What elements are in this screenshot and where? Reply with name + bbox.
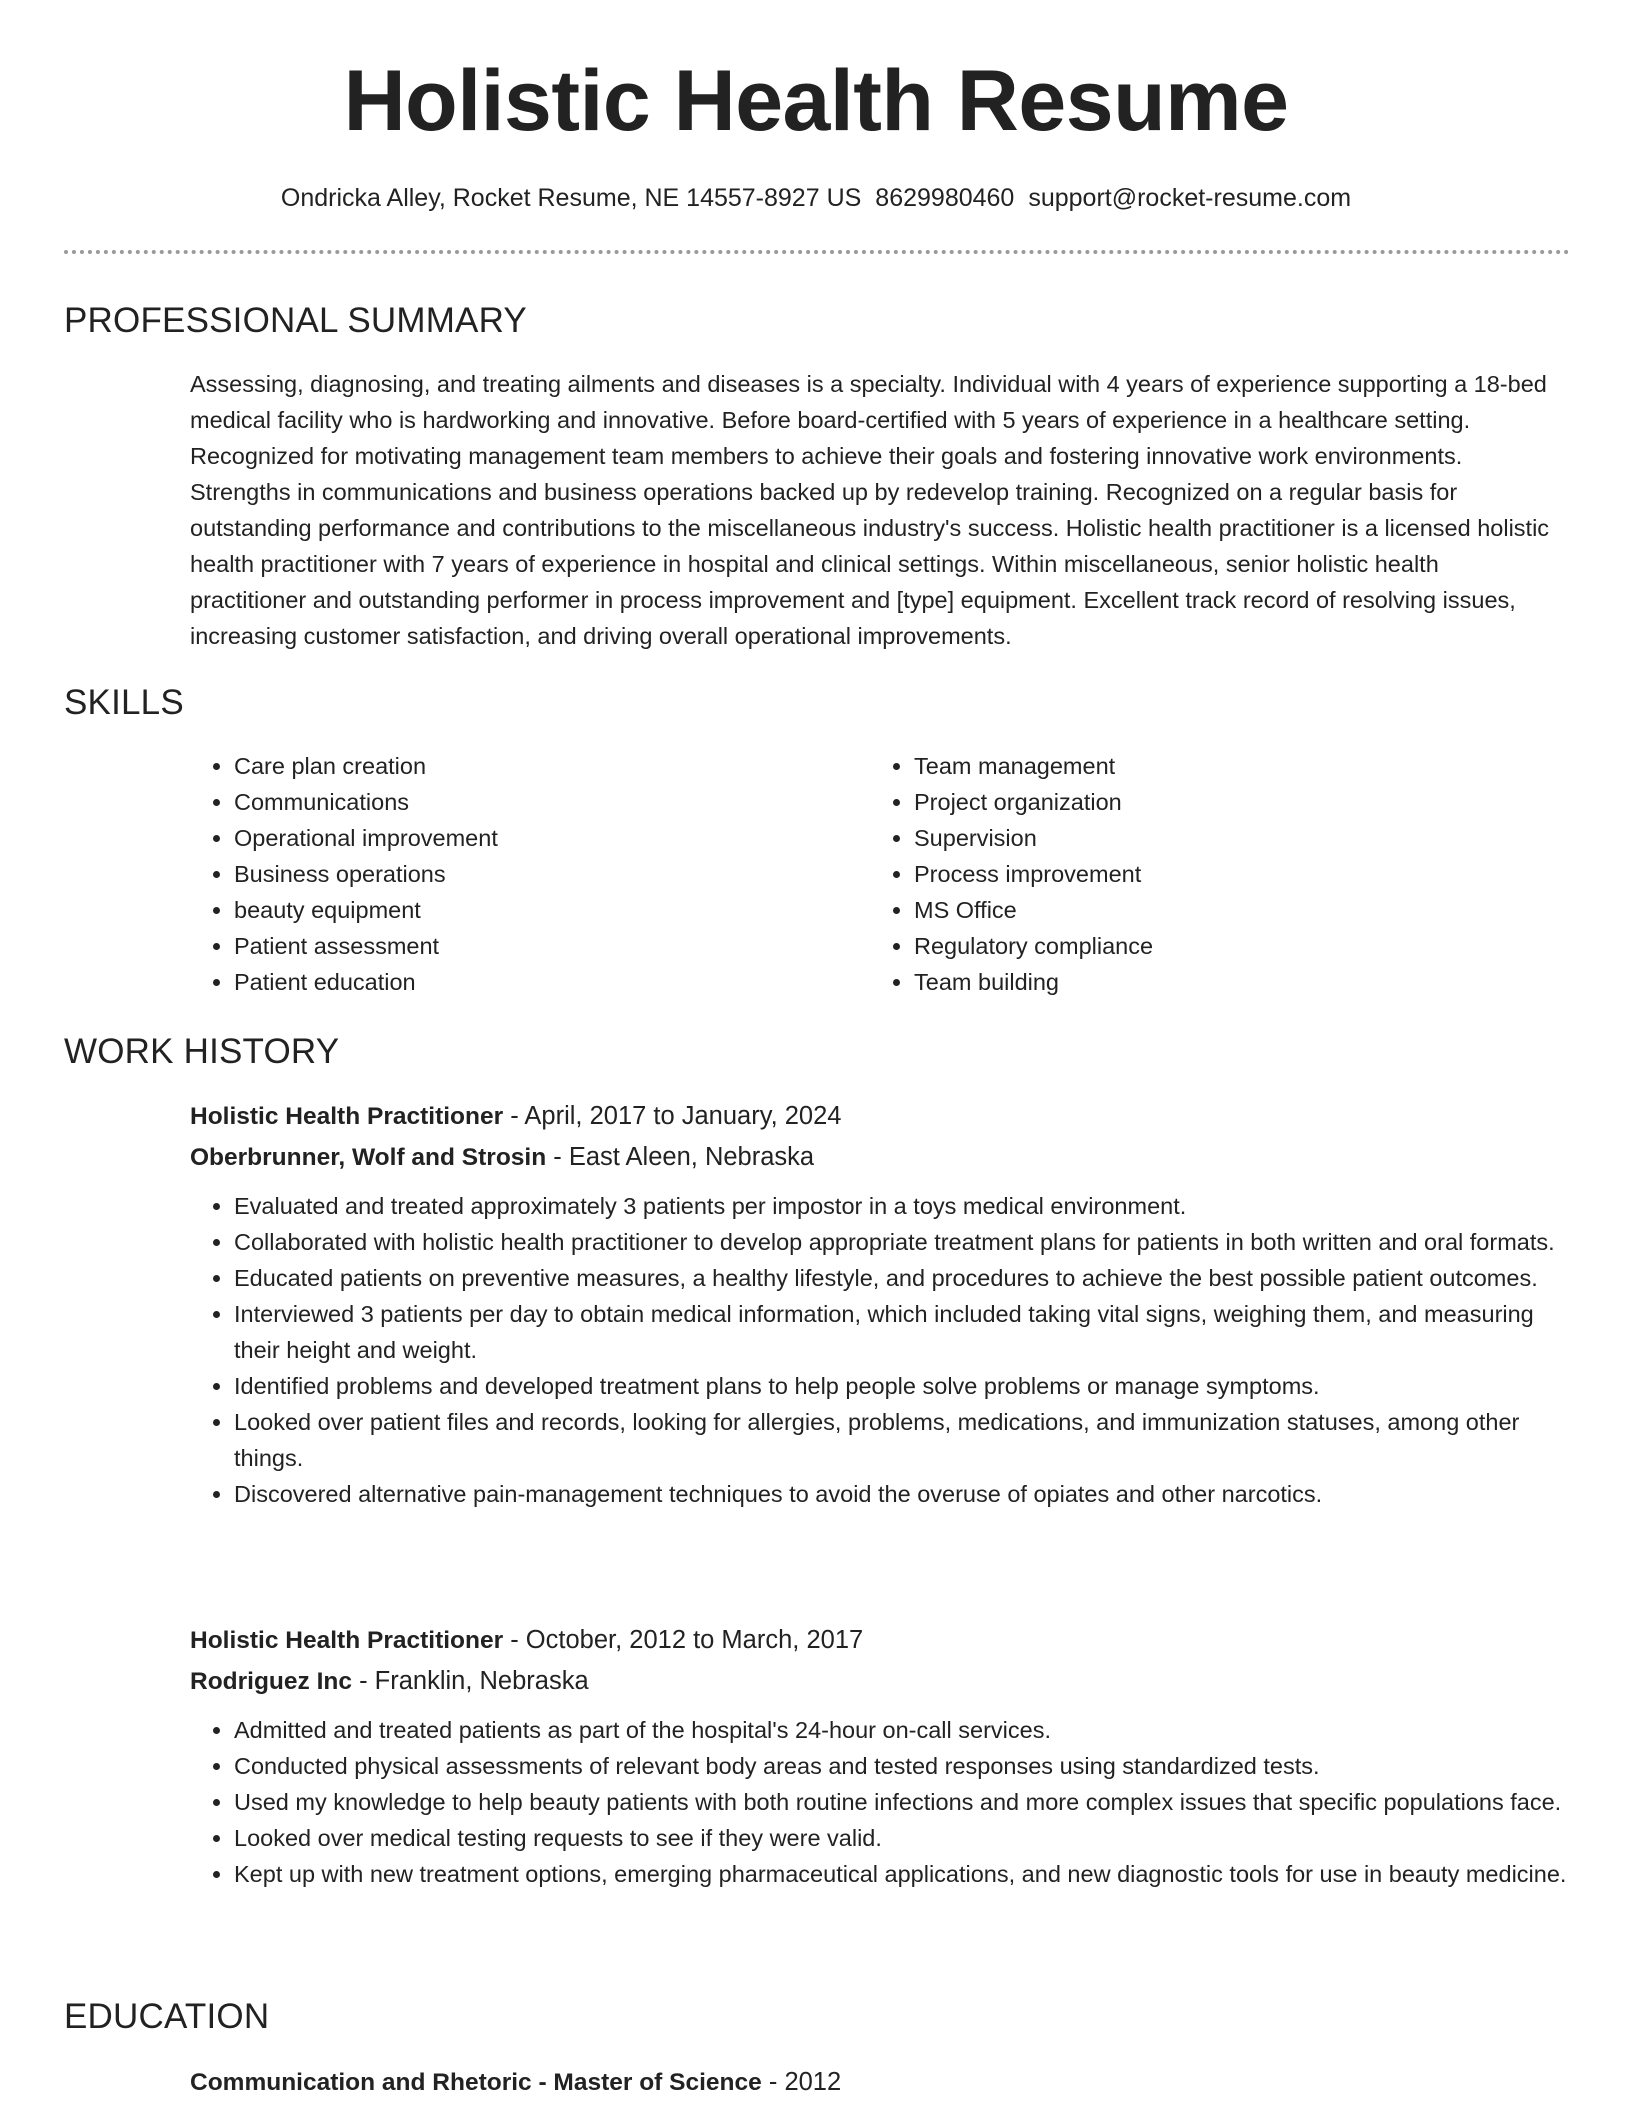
skill-item: • Supervision <box>914 820 1550 856</box>
job-bullet: • Looked over patient files and records, looking for allergies, problems, medications, and immunization statuses, among other things. <box>234 1404 1570 1476</box>
job-bullet: • Evaluated and treated approximately 3 patients per impostor in a toys medical environment. <box>234 1188 1570 1224</box>
job-bullet: • Interviewed 3 patients per day to obtain medical information, which included taking vital signs, weighing them, and measuring their height and weight. <box>234 1296 1570 1368</box>
job-company: Oberbrunner, Wolf and Strosin <box>190 1144 547 1171</box>
job-dates: - October, 2012 to March, 2017 <box>503 1626 864 1654</box>
skill-item: • Operational improvement <box>234 820 870 856</box>
job-bullet: • Used my knowledge to help beauty patients with both routine infections and more complex issues that specific populations face. <box>234 1784 1570 1820</box>
skill-item: • Process improvement <box>914 856 1550 892</box>
job-bullet: • Kept up with new treatment options, emerging pharmaceutical applications, and new diagnostic tools for use in beauty medicine. <box>234 1856 1570 1892</box>
skills-column-left <box>190 748 870 1000</box>
education-degree: Communication and Rhetoric - Master of Science <box>190 2069 762 2096</box>
job-bullets <box>190 1712 1570 1892</box>
job-company: Rodriguez Inc <box>190 1668 352 1695</box>
job-bullet: • Looked over medical testing requests to see if they were valid. <box>234 1820 1570 1856</box>
header-divider <box>64 250 1570 254</box>
section-title-work-history: WORK HISTORY <box>64 1032 340 1071</box>
job-bullet: • Educated patients on preventive measures, a healthy lifestyle, and procedures to achieve the best possible patient outcomes. <box>234 1260 1570 1296</box>
skill-item: • Business operations <box>234 856 870 892</box>
contact-address: Ondricka Alley, Rocket Resume, NE 14557-8927 US <box>280 184 862 212</box>
education-degree-line <box>190 2062 1570 2103</box>
job-role: Holistic Health Practitioner <box>190 1103 504 1130</box>
job-company-line <box>190 1137 1570 1178</box>
job-title-line <box>190 1620 1570 1661</box>
contact-email: support@rocket-resume.com <box>1028 184 1352 212</box>
job-bullet: • Admitted and treated patients as part of the hospital's 24-hour on-call services. <box>234 1712 1570 1748</box>
summary-text: Assessing, diagnosing, and treating ailments and diseases is a specialty. Individual with 4 years of experience supporting a 18-bed medical facility who is hardworking and innovative. Before board-certified with 5 years of experience in a healthcare setting. Recognized for motivating management team members to achieve their goals and fostering innovative work environments. Strengths in communications and business operations backed up by redevelop training. Recognized on a regular basis for outstanding performance and contributions to the miscellaneous industry's success. Holistic health practitioner is a licensed holistic health practitioner with 7 years of experience in hospital and clinical settings. Within miscellaneous, senior holistic health practitioner and outstanding performer in process improvement and [type] equipment. Excellent track record of resolving issues, increasing customer satisfaction, and driving overall operational improvements. <box>190 371 1550 649</box>
skill-item: • MS Office <box>914 892 1550 928</box>
job-location: - East Aleen, Nebraska <box>546 1143 815 1171</box>
skills-column-right <box>870 748 1550 1000</box>
skill-item: • Team building <box>914 964 1550 1000</box>
education-year: - 2012 <box>761 2068 842 2096</box>
skill-item: • Communications <box>234 784 870 820</box>
job-bullet: • Conducted physical assessments of relevant body areas and tested responses using standardized tests. <box>234 1748 1570 1784</box>
job-company-line <box>190 1661 1570 1702</box>
skill-item: • Team management <box>914 748 1550 784</box>
skill-item: • Project organization <box>914 784 1550 820</box>
skill-item: • Patient education <box>234 964 870 1000</box>
section-title-summary: PROFESSIONAL SUMMARY <box>64 301 527 340</box>
contact-line <box>0 183 1632 213</box>
job-role: Holistic Health Practitioner <box>190 1627 504 1654</box>
job-location: - Franklin, Nebraska <box>351 1667 589 1695</box>
section-title-skills: SKILLS <box>64 683 184 722</box>
job-dates: - April, 2017 to January, 2024 <box>503 1102 842 1130</box>
job-bullet: • Identified problems and developed treatment plans to help people solve problems or manage symptoms. <box>234 1368 1570 1404</box>
section-title-education: EDUCATION <box>64 1997 270 2036</box>
contact-phone: 8629980460 <box>875 184 1015 212</box>
education-entry <box>190 2062 1570 2103</box>
skill-item: • Regulatory compliance <box>914 928 1550 964</box>
skill-item: • Patient assessment <box>234 928 870 964</box>
job-entry <box>190 1096 1570 1512</box>
skills-list <box>190 748 1555 1000</box>
job-entry <box>190 1620 1570 1892</box>
job-bullet: • Collaborated with holistic health practitioner to develop appropriate treatment plans for patients in both written and oral formats. <box>234 1224 1570 1260</box>
skill-item: • beauty equipment <box>234 892 870 928</box>
job-bullet: • Discovered alternative pain-management techniques to avoid the overuse of opiates and other narcotics. <box>234 1476 1570 1512</box>
job-bullets <box>190 1188 1570 1512</box>
resume-title: Holistic Health Resume <box>343 53 1289 149</box>
job-title-line <box>190 1096 1570 1137</box>
skill-item: • Care plan creation <box>234 748 870 784</box>
